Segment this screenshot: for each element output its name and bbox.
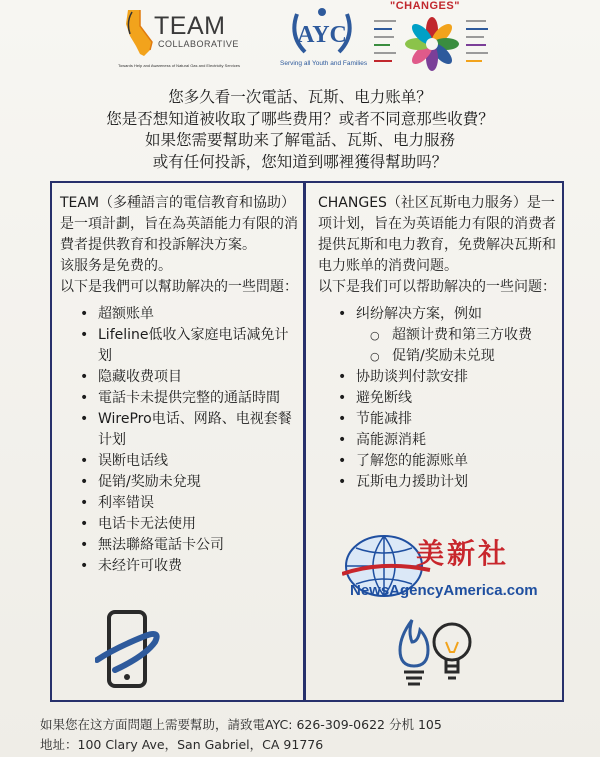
intro-questions: [0, 87, 600, 173]
changes-sub-list: [356, 325, 558, 367]
team-collaborative-logo: [118, 6, 278, 76]
sub-list-item: ○ 超额计费和第三方收费: [356, 325, 558, 346]
list-item: • 高能源消耗: [318, 430, 558, 451]
team-logo-collaborative: COLLABORATIVE: [158, 39, 239, 49]
list-item: • 了解您的能源账单: [318, 451, 558, 472]
changes-logo-word: "CHANGES": [390, 0, 460, 12]
list-item: • 無法聯絡電話卡公司: [60, 535, 298, 556]
team-description: TEAM（多種語言的電信教育和協助）是一項計劃，旨在為英語能力有限的消費者提供教育和投訴解決方案。: [60, 195, 298, 253]
svg-text:AYC: AYC: [297, 22, 347, 48]
list-item: • 超额账单: [60, 304, 298, 325]
list-item: • 隐藏收费项目: [60, 367, 298, 388]
sub-list-item: ○ 促销/奖励未兑现: [356, 346, 558, 367]
team-column: [60, 193, 298, 577]
changes-languages-graphic: [372, 14, 492, 74]
news-agency-name: 美新社: [416, 537, 510, 570]
column-divider: [303, 183, 306, 700]
list-item: • WirePro电话、网路、电视套餐计划: [60, 409, 298, 451]
list-item: • 电话卡无法使用: [60, 514, 298, 535]
ayc-logo: [280, 6, 368, 76]
gas-flame-and-bulb-icon: [386, 612, 476, 692]
team-list-intro: 以下是我們可以幫助解决的一些問題：: [60, 279, 298, 295]
list-item: • 促销/奖励未兌現: [60, 472, 298, 493]
intro-line-1: 您多久看一次電話、瓦斯、电力账单？: [168, 88, 432, 106]
california-map-icon: [122, 6, 158, 62]
changes-logo: [372, 0, 492, 76]
list-item: • 瓦斯电力援助计划: [318, 472, 558, 493]
list-item: • Lifeline低收入家庭电话减免计划: [60, 325, 298, 367]
list-item: • 误断电话线: [60, 451, 298, 472]
list-item: • 协助谈判付款安排: [318, 367, 558, 388]
list-item: • 利率错误: [60, 493, 298, 514]
list-item: • 未经许可收费: [60, 556, 298, 577]
team-free-note: 该服务是免费的。: [60, 258, 172, 274]
team-logo-word: TEAM: [154, 12, 226, 40]
list-item: • 電話卡未提供完整的通話時間: [60, 388, 298, 409]
ayc-emblem-icon: [287, 6, 357, 60]
changes-issue-list: [318, 304, 558, 493]
footer-phone-line: 如果您在这方面問題上需要幫助，請致電AYC: 626-309-0622 分机 105: [40, 717, 442, 732]
list-item: • 节能减排: [318, 409, 558, 430]
changes-list-intro: 以下是我们可以帮助解决的一些问题：: [318, 279, 556, 295]
ayc-logo-tagline: Serving all Youth and Families: [280, 60, 368, 67]
team-issue-list: [60, 304, 298, 577]
list-item-label: 纠纷解决方案，例如: [356, 306, 482, 322]
contact-footer: [40, 715, 442, 755]
intro-line-2: 您是否想知道被收取了哪些费用？或者不同意那些收費？: [106, 109, 494, 128]
footer-address-line: 地址：100 Clary Ave，San Gabriel，CA 91776: [40, 737, 324, 752]
intro-line-3: 如果您需要幫助来了解電話、瓦斯、电力服務: [144, 131, 455, 149]
mobile-phone-icon: [95, 608, 165, 694]
news-agency-url: NewsAgencyAmerica.com: [350, 582, 538, 599]
list-item: • 避免断线: [318, 388, 558, 409]
intro-line-4: 或有任何投訴，您知道到哪裡獲得幫助吗？: [152, 152, 448, 171]
changes-column: [318, 193, 558, 493]
team-logo-tagline: Towards Help and Awareness of Natural Gas and Electricity Services: [118, 63, 240, 68]
list-item: [318, 304, 558, 367]
changes-description: CHANGES（社区瓦斯电力服务）是一项计划，旨在为英语能力有限的消费者提供瓦斯和电力教育，免费解决瓦斯和电力账单的消费问题。: [318, 195, 556, 274]
